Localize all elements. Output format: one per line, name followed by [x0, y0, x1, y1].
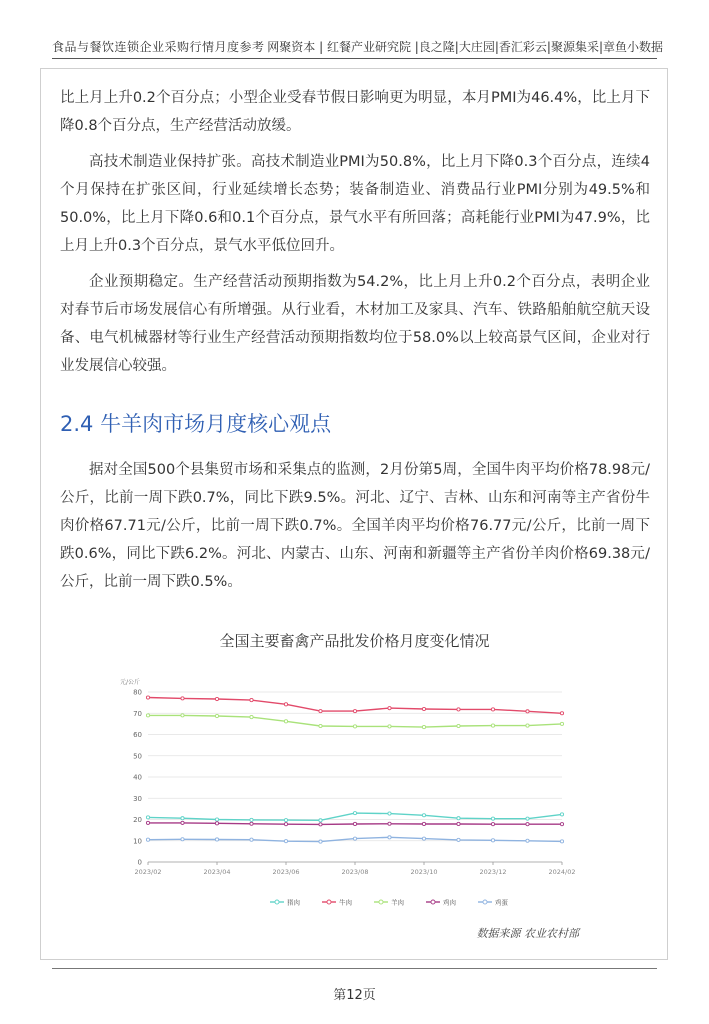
- y-tick-label: 20: [133, 816, 142, 824]
- data-point: [491, 817, 494, 820]
- body-paragraph-2: 高技术制造业保持扩张。高技术制造业PMI为50.8%，比上月下降0.3个百分点，连续4个月保持在扩张区间，行业延续增长态势；装备制造业、消费品行业PMI分别为49.5%和50.0%，比上月下降0.6和0.1个百分点，景气水平有所回落；高耗能行业PMI为47.9%，比上月上升0.3个百分点，景气水平低位回升。: [60, 154, 650, 254]
- data-point: [491, 839, 494, 842]
- data-point: [146, 816, 149, 819]
- data-point: [319, 840, 322, 843]
- body-paragraph-1: 比上月上升0.2个百分点；小型企业受春节假日影响更为明显，本月PMI为46.4%，比上月下降0.8个百分点，生产经营活动放缓。: [60, 90, 650, 134]
- data-point: [422, 814, 425, 817]
- data-point: [457, 724, 460, 727]
- data-point: [560, 840, 563, 843]
- data-point: [491, 708, 494, 711]
- header-divider: [52, 58, 657, 59]
- x-tick-label: 2023/12: [479, 868, 507, 876]
- data-point: [215, 838, 218, 841]
- data-point: [422, 837, 425, 840]
- data-point: [181, 838, 184, 841]
- data-point: [388, 836, 391, 839]
- data-point: [388, 822, 391, 825]
- y-axis-label: 元/公斤: [120, 679, 141, 686]
- y-tick-label: 40: [133, 773, 142, 782]
- page-number: 第12页: [333, 988, 376, 1003]
- legend-marker: [275, 900, 279, 904]
- chart-title: 全国主要畜禽产品批发价格月度变化情况: [219, 632, 490, 650]
- body-paragraph-4: 据对全国500个县集贸市场和采集点的监测，2月份第5周，全国牛肉平均价格78.98元/公斤，比前一周下跌0.7%，同比下跌9.5%。河北、辽宁、吉林、山东和河南等主产省份牛肉价格67.71元/公斤，比前一周下跌0.7%。全国羊肉平均价格76.77元/公斤，比前一周下跌0.6%，同比下跌6.2%。河北、内蒙古、山东、河南和新疆等主产省份羊肉价格69.38元/公斤，比前一周下跌0.5%。: [60, 462, 650, 590]
- x-tick-label: 2023/10: [410, 868, 438, 876]
- data-point: [146, 821, 149, 824]
- data-point: [215, 822, 218, 825]
- data-point: [250, 818, 253, 821]
- data-point: [284, 720, 287, 723]
- footer-divider: [52, 968, 657, 969]
- data-point: [388, 707, 391, 710]
- data-point: [284, 703, 287, 706]
- y-tick-label: 30: [133, 794, 142, 803]
- data-point: [215, 697, 218, 700]
- x-tick-label: 2023/06: [272, 868, 300, 876]
- x-tick-label: 2023/04: [203, 868, 231, 876]
- legend-label: 鸡肉: [443, 898, 456, 907]
- data-point: [353, 725, 356, 728]
- data-point: [526, 823, 529, 826]
- data-point: [560, 823, 563, 826]
- data-point: [181, 821, 184, 824]
- data-point: [146, 838, 149, 841]
- data-point: [215, 818, 218, 821]
- x-tick-label: 2024/02: [548, 868, 576, 876]
- data-point: [422, 707, 425, 710]
- legend-marker: [431, 900, 435, 904]
- data-point: [250, 715, 253, 718]
- data-point: [319, 724, 322, 727]
- data-point: [250, 822, 253, 825]
- data-point: [353, 812, 356, 815]
- data-point: [491, 823, 494, 826]
- data-point: [181, 697, 184, 700]
- section-heading: 2.4 牛羊肉市场月度核心观点: [60, 412, 332, 436]
- data-point: [560, 813, 563, 816]
- legend-marker: [327, 900, 331, 904]
- data-point: [457, 817, 460, 820]
- y-tick-label: 70: [133, 709, 142, 718]
- y-tick-label: 50: [133, 752, 142, 761]
- data-point: [284, 840, 287, 843]
- data-point: [457, 708, 460, 711]
- x-tick-label: 2023/02: [134, 868, 162, 876]
- legend-marker: [379, 900, 383, 904]
- header-title-right: 网聚资本 | 红餐产业研究院 |良之隆|大庄园|香汇彩云|聚源集采|章鱼小数据: [267, 40, 663, 54]
- data-point: [319, 823, 322, 826]
- data-point: [526, 710, 529, 713]
- data-point: [526, 839, 529, 842]
- data-point: [319, 819, 322, 822]
- data-point: [284, 823, 287, 826]
- data-point: [388, 725, 391, 728]
- price-line-chart: [110, 670, 580, 910]
- data-point: [422, 725, 425, 728]
- data-point: [526, 724, 529, 727]
- data-source-note: 数据来源 农业农村部: [476, 927, 579, 940]
- legend-label: 牛肉: [339, 898, 352, 907]
- y-tick-label: 10: [133, 837, 142, 846]
- chart-svg: [110, 670, 580, 910]
- data-point: [353, 837, 356, 840]
- legend-label: 鸡蛋: [495, 898, 508, 907]
- header-title-left: 食品与餐饮连锁企业采购行情月度参考: [52, 40, 265, 54]
- legend-label: 猪肉: [287, 898, 300, 907]
- data-point: [250, 698, 253, 701]
- data-point: [457, 822, 460, 825]
- data-point: [250, 838, 253, 841]
- y-tick-label: 80: [133, 688, 142, 697]
- data-point: [146, 696, 149, 699]
- data-point: [353, 822, 356, 825]
- data-point: [181, 714, 184, 717]
- data-point: [388, 812, 391, 815]
- data-point: [353, 710, 356, 713]
- body-paragraph-3: 企业预期稳定。生产经营活动预期指数为54.2%，比上月上升0.2个百分点，表明企业对春节后市场发展信心有所增强。从行业看，木材加工及家具、汽车、铁路船舶航空航天设备、电气机械器材等行业生产经营活动预期指数均位于58.0%以上较高景气区间，企业对行业发展信心较强。: [60, 274, 650, 374]
- data-point: [215, 714, 218, 717]
- data-point: [181, 817, 184, 820]
- data-point: [560, 722, 563, 725]
- y-tick-label: 60: [133, 731, 142, 739]
- data-point: [422, 822, 425, 825]
- data-point: [146, 714, 149, 717]
- x-tick-label: 2023/08: [341, 868, 369, 876]
- data-point: [284, 819, 287, 822]
- data-point: [526, 817, 529, 820]
- data-point: [491, 724, 494, 727]
- legend-marker: [483, 900, 487, 904]
- data-point: [457, 838, 460, 841]
- data-point: [319, 710, 322, 713]
- y-tick-label: 0: [137, 858, 142, 867]
- legend-label: 羊肉: [391, 898, 404, 907]
- data-point: [560, 712, 563, 715]
